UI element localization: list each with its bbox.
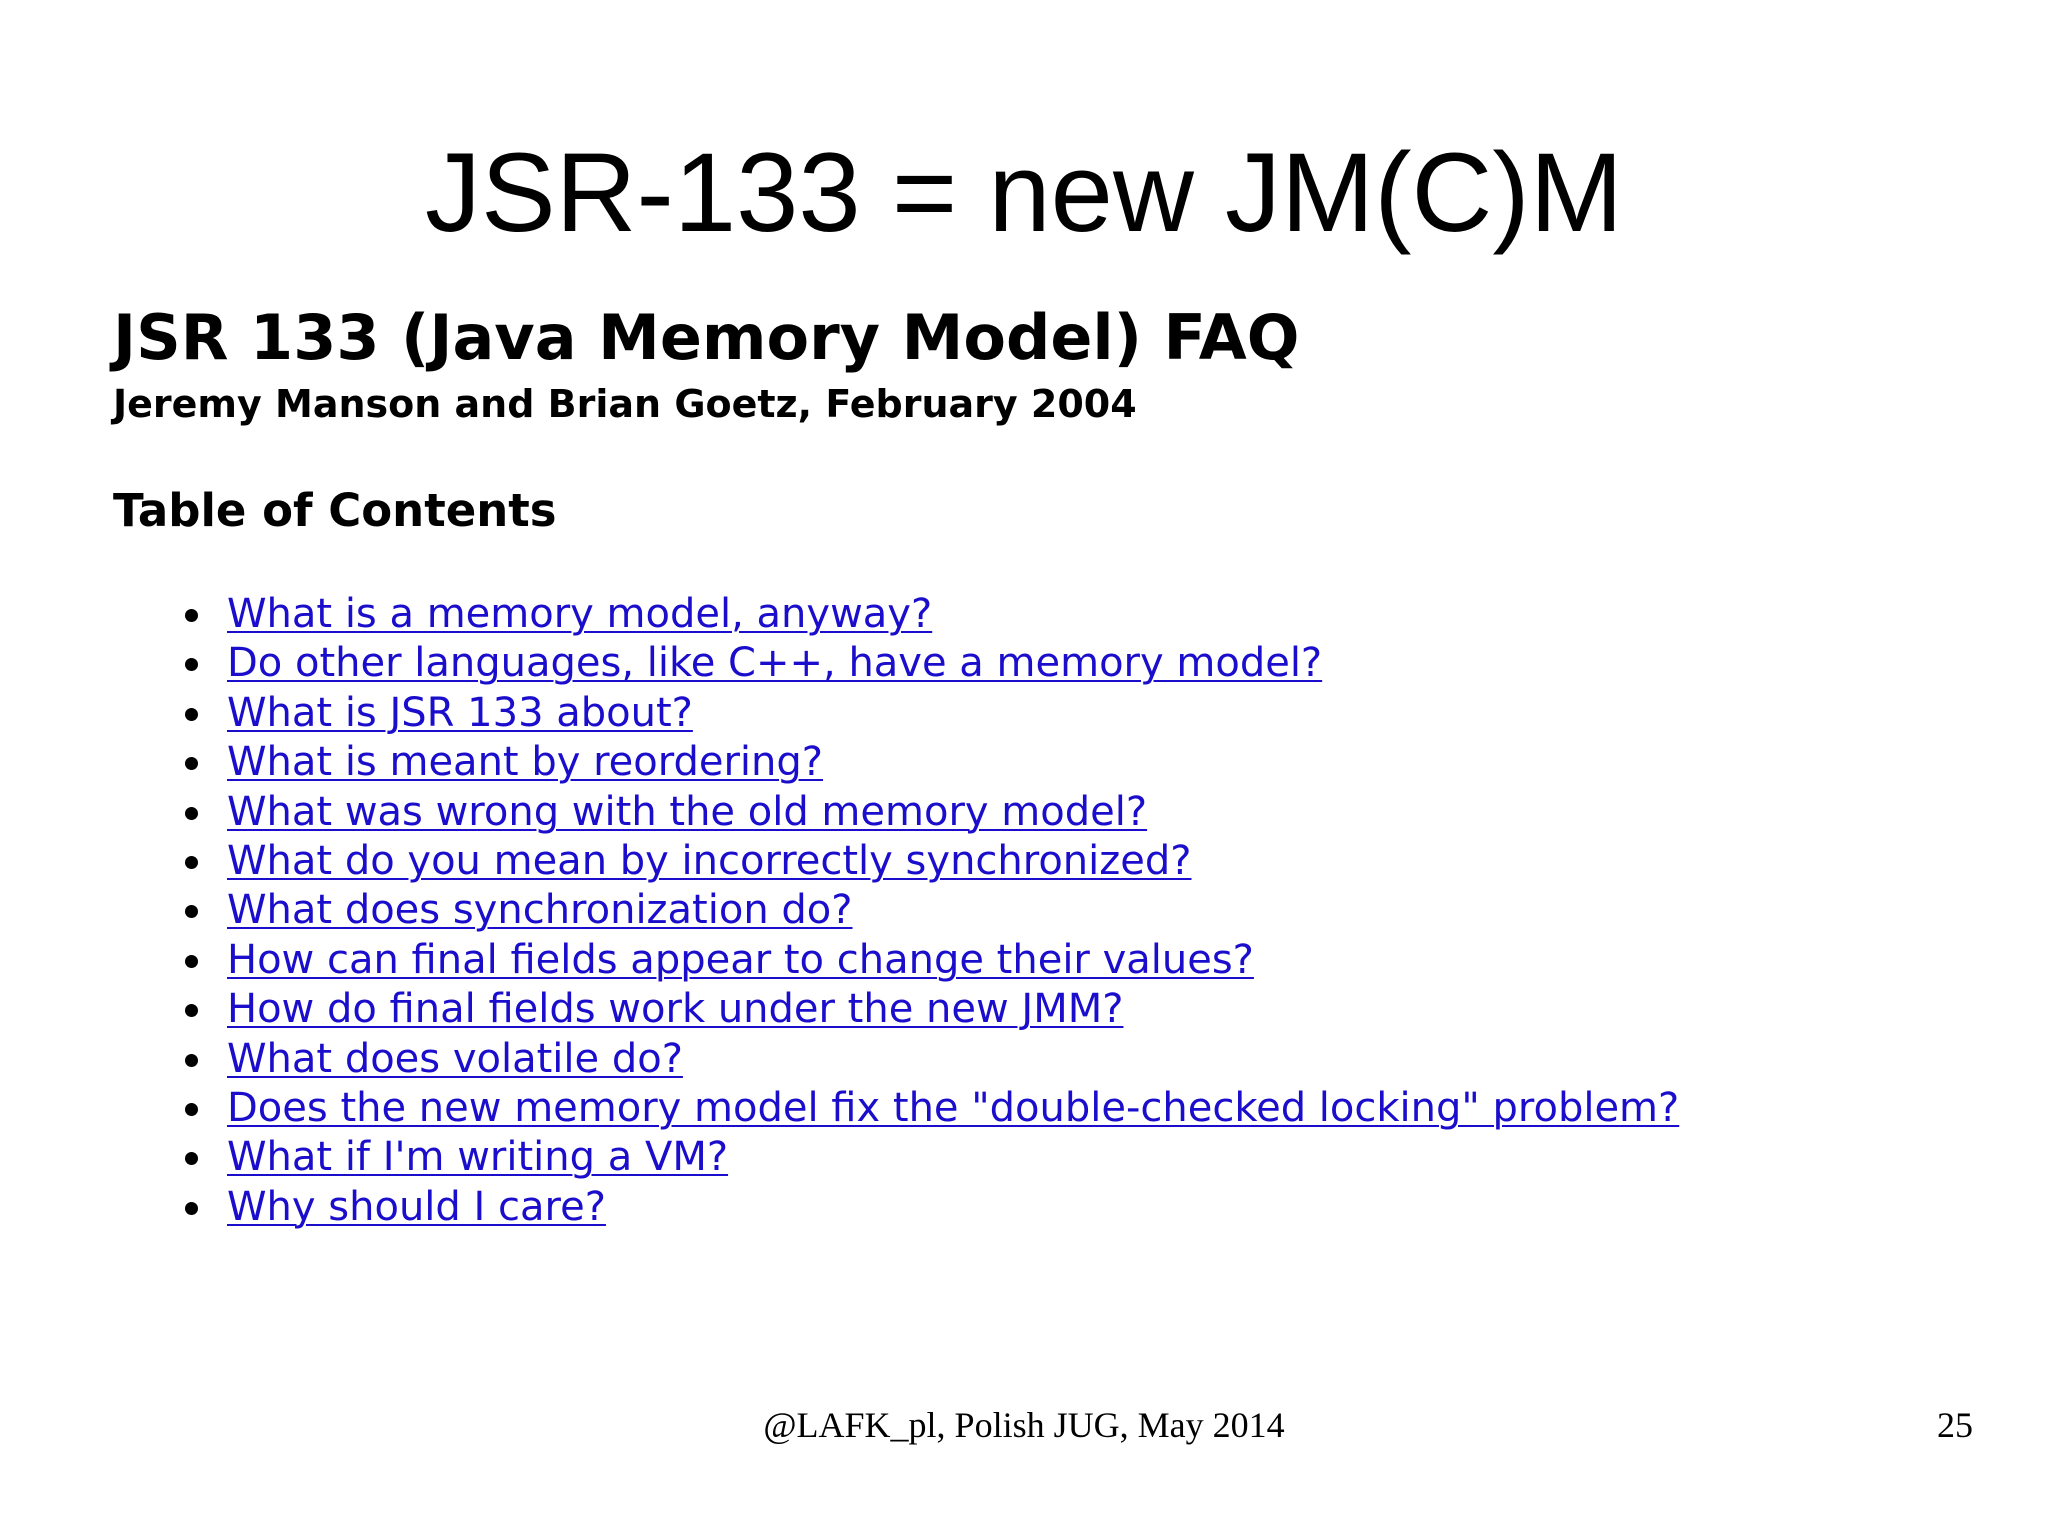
toc-item	[185, 1183, 1679, 1232]
page-number: 25	[1937, 1405, 1973, 1445]
bullet-icon	[185, 1054, 198, 1067]
toc-item	[185, 738, 1679, 787]
bullet-icon	[185, 609, 198, 622]
bullet-icon	[185, 708, 198, 721]
bullet-icon	[185, 1004, 198, 1017]
toc-item	[185, 639, 1679, 688]
toc-item	[185, 689, 1679, 738]
bullet-icon	[185, 807, 198, 820]
bullet-icon	[185, 856, 198, 869]
toc-link-synchronization[interactable]: What does synchronization do?	[227, 887, 853, 934]
toc-link-final-fields-change[interactable]: How can final fields appear to change their values?	[227, 936, 1254, 983]
bullet-icon	[185, 905, 198, 918]
bullet-icon	[185, 1103, 198, 1116]
toc-link-memory-model[interactable]: What is a memory model, anyway?	[227, 591, 933, 637]
toc-item	[185, 1084, 1679, 1133]
bullet-icon	[185, 1202, 198, 1215]
toc-link-double-checked-locking[interactable]: Does the new memory model fix the "double-checked locking" problem?	[227, 1084, 1680, 1131]
toc-item	[185, 985, 1679, 1034]
toc-link-incorrectly-synchronized[interactable]: What do you mean by incorrectly synchronized?	[227, 837, 1192, 884]
bullet-icon	[185, 955, 198, 968]
toc-link-jsr-133-about[interactable]: What is JSR 133 about?	[227, 689, 693, 736]
toc-link-other-languages[interactable]: Do other languages, like C++, have a memory model?	[227, 640, 1323, 687]
toc-link-writing-vm[interactable]: What if I'm writing a VM?	[227, 1134, 729, 1181]
slide-footer: @LAFK_pl, Polish JUG, May 2014	[763, 1405, 1285, 1445]
toc-item	[185, 1133, 1679, 1182]
toc-item	[185, 788, 1679, 837]
bullet-icon	[185, 658, 198, 671]
bullet-icon	[185, 1152, 198, 1165]
toc-link-volatile[interactable]: What does volatile do?	[227, 1035, 683, 1082]
slide-title: JSR-133 = new JM(C)M	[424, 130, 1624, 255]
toc-item	[185, 886, 1679, 935]
faq-page-screenshot	[105, 300, 1885, 1240]
toc-link-old-memory-model[interactable]: What was wrong with the old memory model?	[227, 788, 1148, 835]
toc-link-reordering[interactable]: What is meant by reordering?	[227, 739, 824, 786]
toc-heading: Table of Contents	[113, 484, 557, 537]
bullet-icon	[185, 757, 198, 770]
toc-link-final-fields-jmm[interactable]: How do final fields work under the new JMM?	[227, 986, 1124, 1033]
toc-list	[185, 590, 1679, 1232]
faq-authors: Jeremy Manson and Brian Goetz, February 2004	[113, 382, 1137, 426]
toc-item	[185, 590, 1679, 639]
toc-link-why-care[interactable]: Why should I care?	[227, 1183, 606, 1230]
toc-item	[185, 1035, 1679, 1084]
toc-item	[185, 837, 1679, 886]
toc-item	[185, 936, 1679, 985]
faq-heading: JSR 133 (Java Memory Model) FAQ	[113, 301, 1300, 374]
